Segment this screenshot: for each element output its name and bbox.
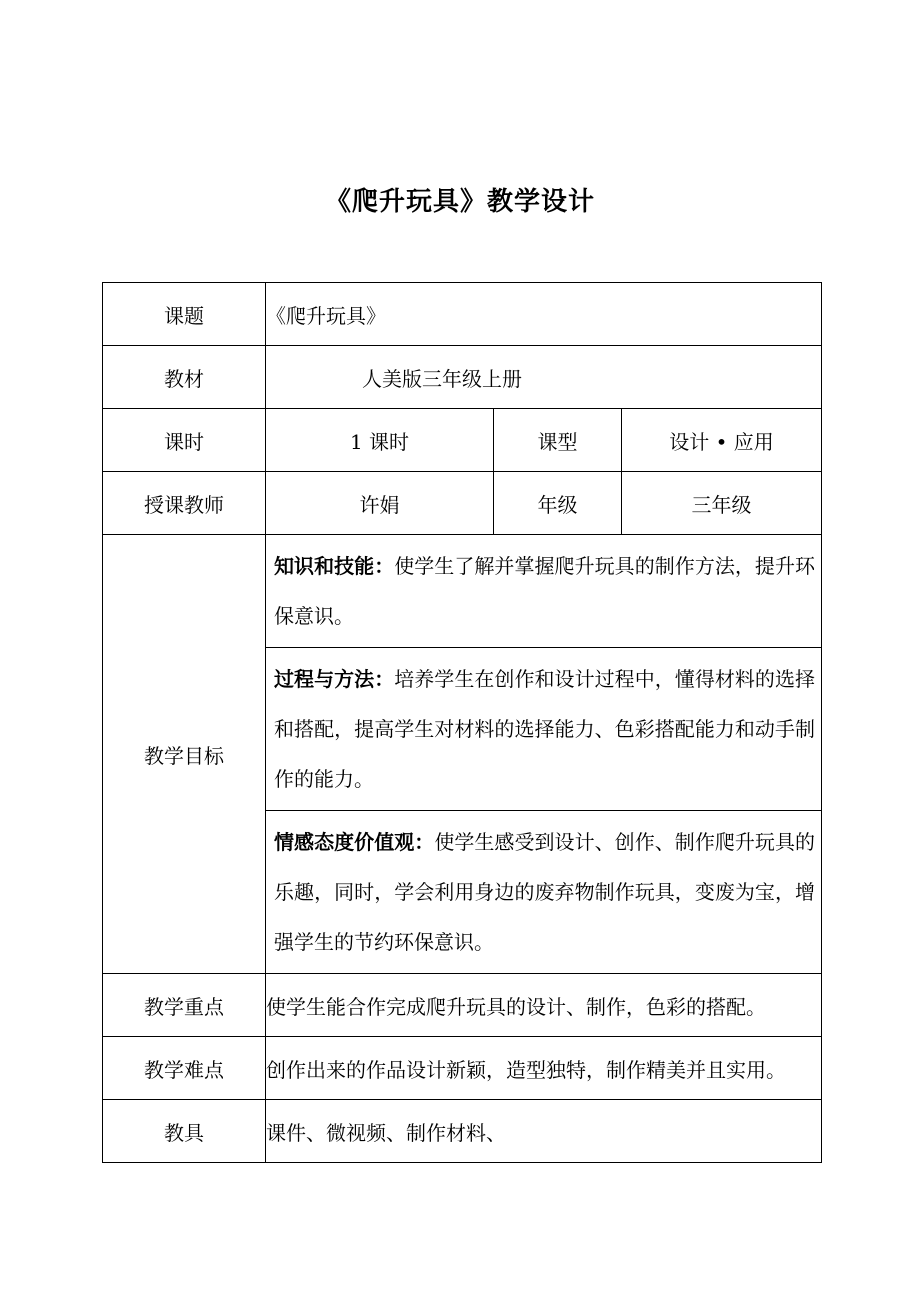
objective-emotion-heading: 情感态度价值观： <box>274 830 435 854</box>
tools-label: 教具 <box>103 1100 266 1163</box>
objective-process-text: 培养学生在创作和设计过程中，懂得材料的选择和搭配，提高学生对材料的选择能力、色彩搭配能力和动手制作的能力。 <box>274 667 816 791</box>
objective-process-heading: 过程与方法： <box>274 667 395 691</box>
row-tools <box>103 1100 822 1163</box>
objective-process <box>266 648 822 811</box>
row-key-point <box>103 974 822 1037</box>
lesson-plan-table <box>102 282 822 1163</box>
difficulty-value: 创作出来的作品设计新颖，造型独特，制作精美并且实用。 <box>266 1037 822 1100</box>
textbook-value: 人美版三年级上册 <box>266 346 822 409</box>
row-textbook <box>103 346 822 409</box>
row-teacher <box>103 472 822 535</box>
lesson-type-value: 设计 • 应用 <box>622 409 822 472</box>
key-point-label: 教学重点 <box>103 974 266 1037</box>
topic-value: 《爬升玩具》 <box>266 283 822 346</box>
objective-knowledge-text: 使学生了解并掌握爬升玩具的制作方法，提升环保意识。 <box>274 554 816 628</box>
teacher-value: 许娟 <box>266 472 494 535</box>
objective-knowledge-heading: 知识和技能： <box>274 554 395 578</box>
row-objective-knowledge <box>103 535 822 648</box>
period-value: 1 课时 <box>266 409 494 472</box>
objectives-label: 教学目标 <box>103 535 266 974</box>
page-title: 《爬升玩具》教学设计 <box>324 187 595 217</box>
objective-emotion-text: 使学生感受到设计、创作、制作爬升玩具的乐趣，同时，学会利用身边的废弃物制作玩具，变废为宝，增强学生的节约环保意识。 <box>274 830 816 954</box>
key-point-value: 使学生能合作完成爬升玩具的设计、制作，色彩的搭配。 <box>266 974 822 1037</box>
grade-value: 三年级 <box>622 472 822 535</box>
period-label: 课时 <box>103 409 266 472</box>
grade-label: 年级 <box>494 472 622 535</box>
row-topic <box>103 283 822 346</box>
row-period <box>103 409 822 472</box>
difficulty-label: 教学难点 <box>103 1037 266 1100</box>
textbook-label: 教材 <box>103 346 266 409</box>
tools-value: 课件、微视频、制作材料、 <box>266 1100 822 1163</box>
teacher-label: 授课教师 <box>103 472 266 535</box>
row-difficulty <box>103 1037 822 1100</box>
lesson-type-label: 课型 <box>494 409 622 472</box>
objective-emotion <box>266 811 822 974</box>
objective-knowledge <box>266 535 822 648</box>
topic-label: 课题 <box>103 283 266 346</box>
